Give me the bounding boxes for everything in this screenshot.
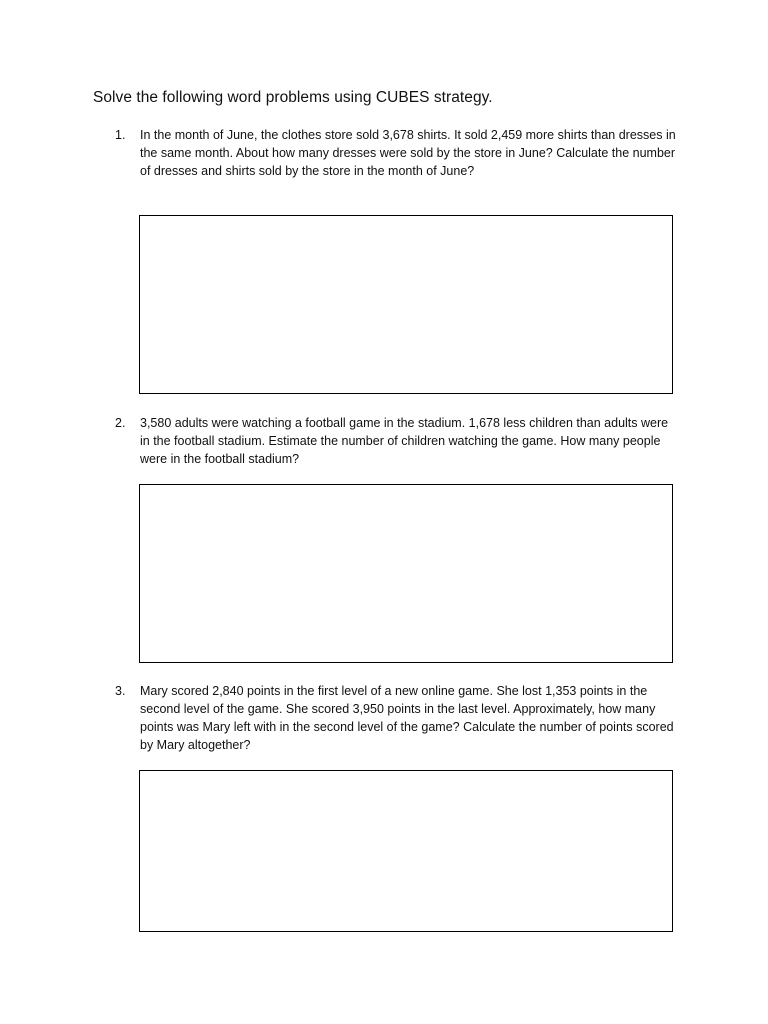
answer-box-3[interactable] xyxy=(139,770,673,932)
problem-number: 3. xyxy=(115,684,126,698)
answer-box-1[interactable] xyxy=(139,215,673,394)
answer-box-2[interactable] xyxy=(139,484,673,663)
problem-text: Mary scored 2,840 points in the first level of a new online game. She lost 1,353 points in the second level of the game. She scored 3,950 points in the last level. Approximately, how many points was Mary left with in the second level of the game? Calculate the number of points scored by Mary altogether? xyxy=(140,684,674,752)
worksheet-instruction: Solve the following word problems using CUBES strategy. xyxy=(93,89,493,106)
problem-1 xyxy=(115,126,680,180)
problem-3 xyxy=(115,682,680,754)
problem-number: 2. xyxy=(115,416,126,430)
problem-text: 3,580 adults were watching a football game in the stadium. 1,678 less children than adults were in the football stadium. Estimate the number of children watching the game. How many people were in the football stadium? xyxy=(140,416,669,466)
problem-number: 1. xyxy=(115,128,126,142)
problem-2 xyxy=(115,414,680,468)
problem-text: In the month of June, the clothes store sold 3,678 shirts. It sold 2,459 more shirts than dresses in the same month. About how many dresses were sold by the store in June? Calculate the number of dresses and shirts sold by the store in the month of June? xyxy=(140,128,676,178)
